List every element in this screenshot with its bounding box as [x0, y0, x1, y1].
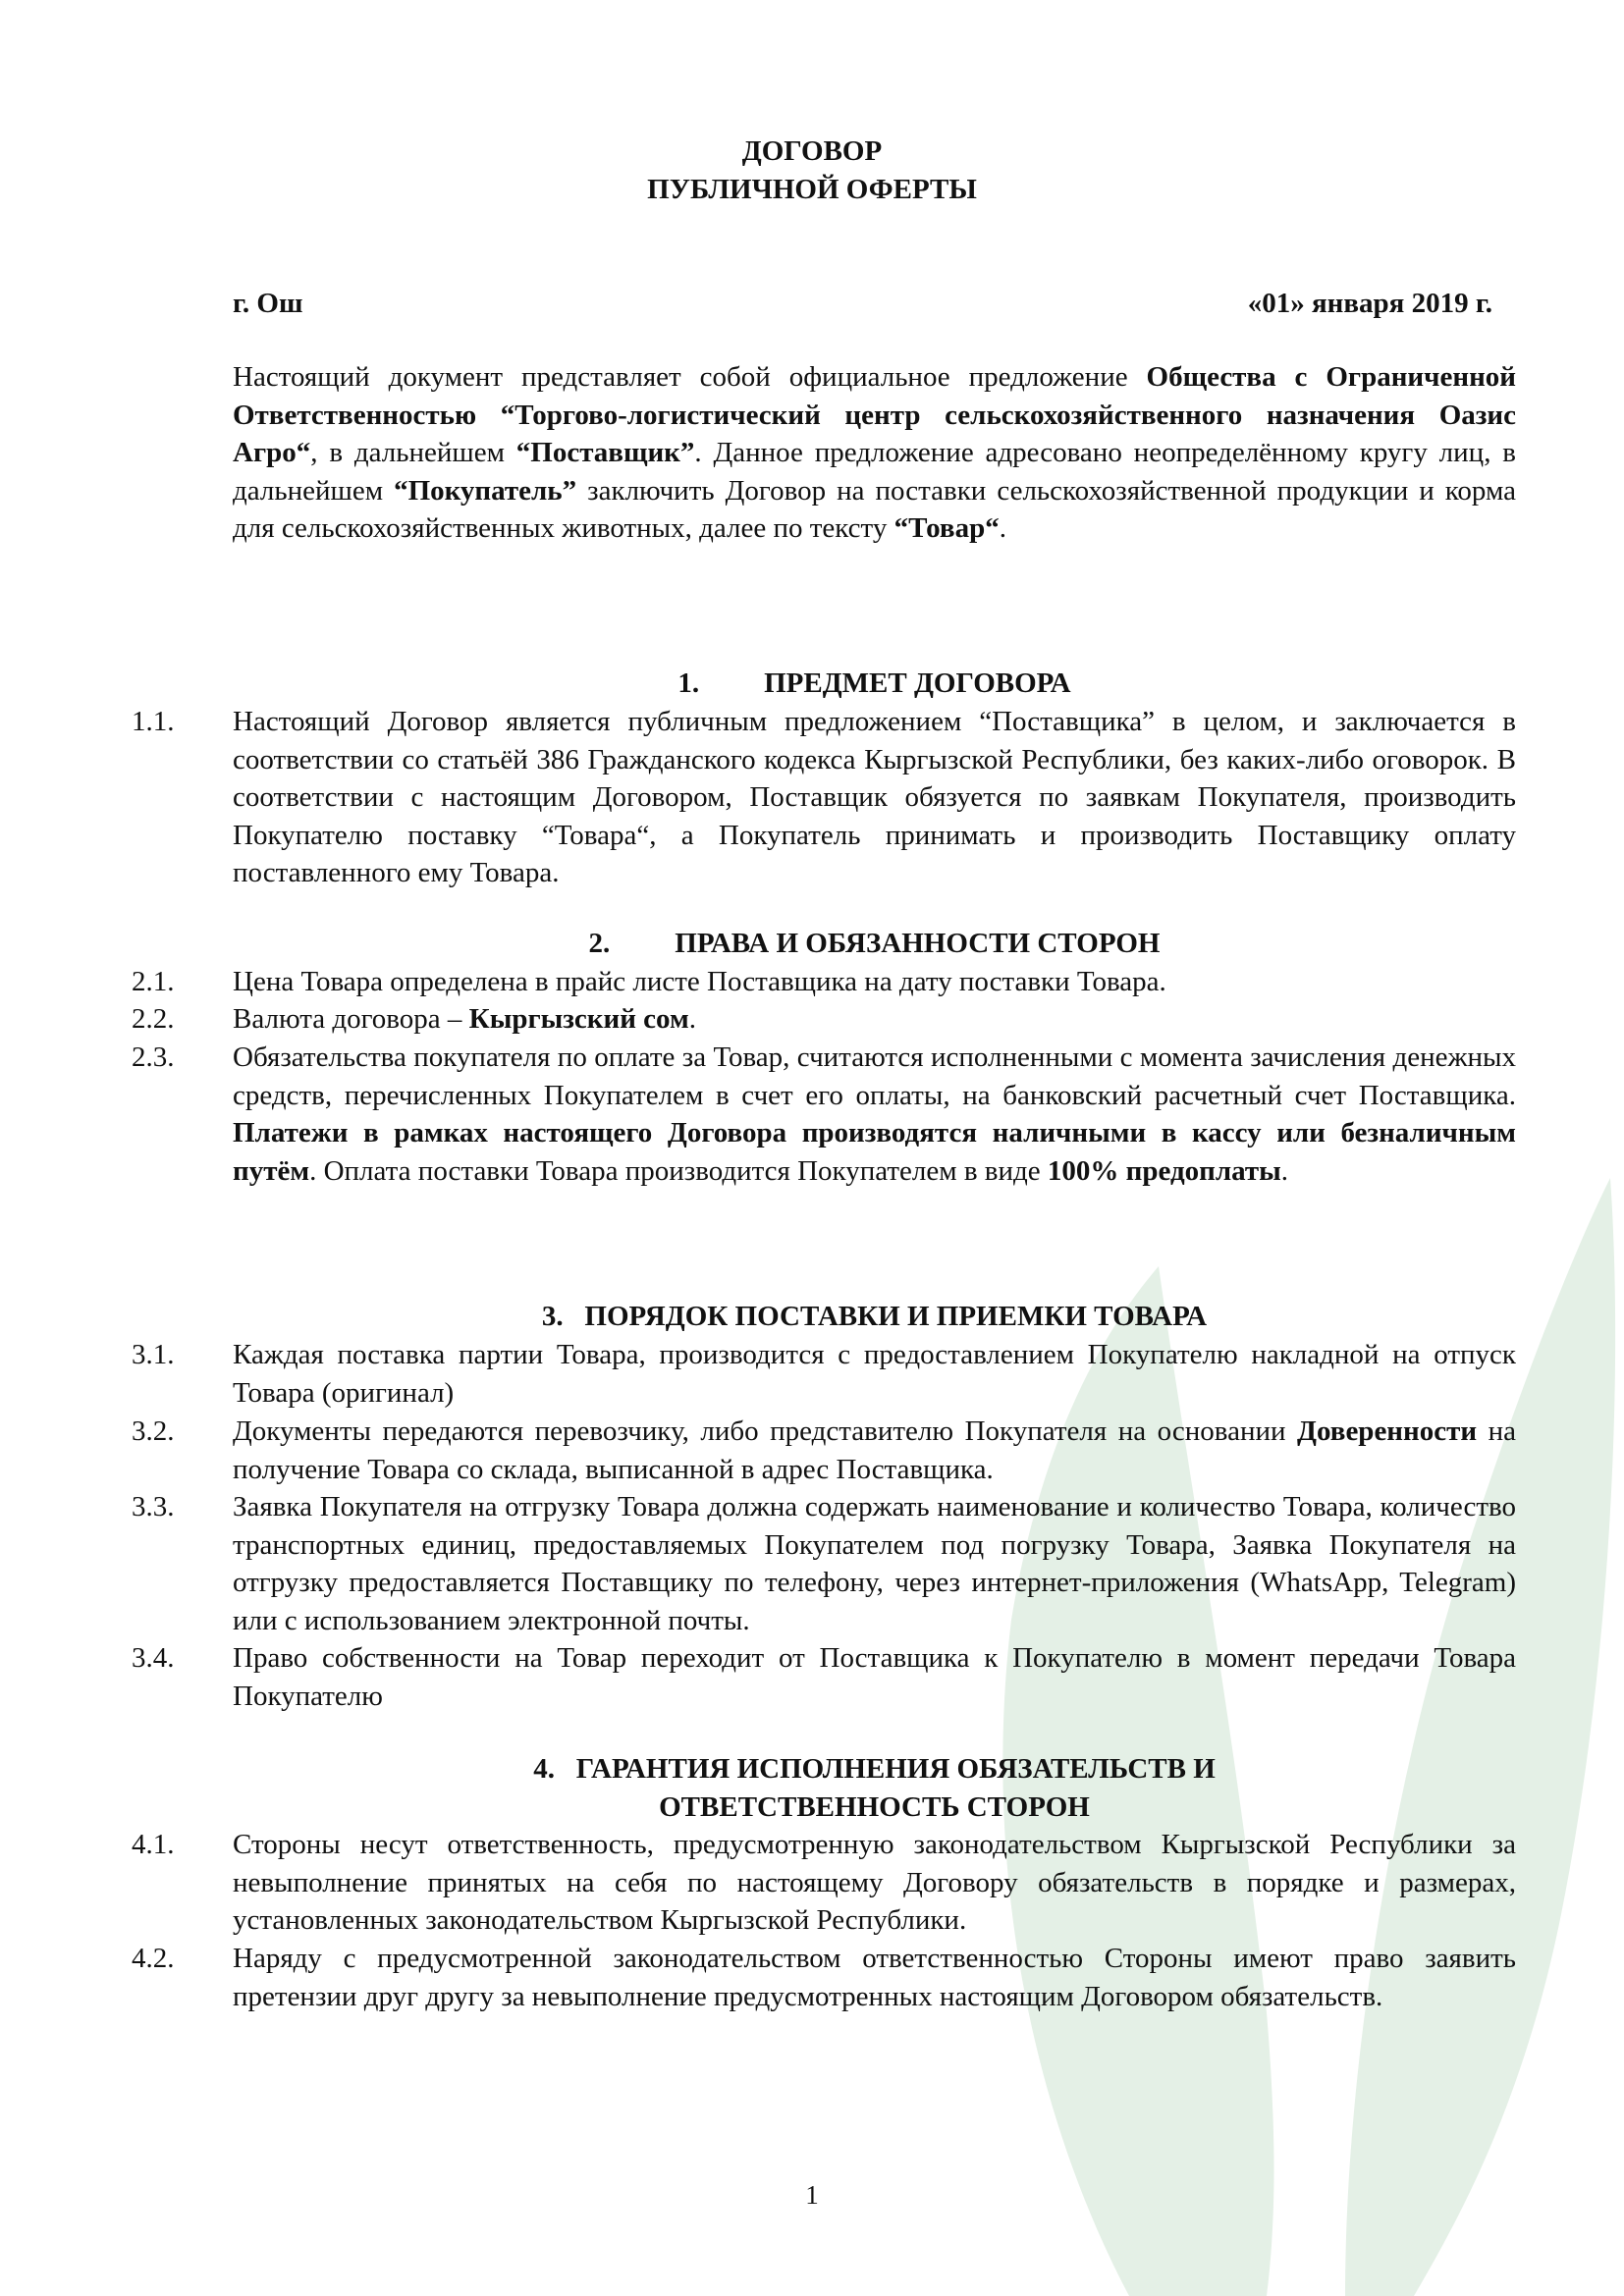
- place: г. Ош: [233, 288, 303, 319]
- item-number: 1.1.: [132, 706, 175, 737]
- clause-4-2: Наряду с предусмотренной законодательством ответственностью Стороны имеют право заявить претензии друг другу за невыполнение предусмотренных настоящим Договором обязательств.: [233, 1943, 1516, 2012]
- item-number: 4.2.: [132, 1943, 175, 1974]
- document-title-line1: ДОГОВОР: [741, 135, 883, 167]
- clause-3-1: Каждая поставка партии Товара, производится с предоставлением Покупателю накладной на отпуск Товара (оригинал): [233, 1339, 1516, 1409]
- date: «01» января 2019 г.: [1247, 288, 1492, 319]
- section-2-heading: 2. ПРАВА И ОБЯЗАННОСТИ СТОРОН: [588, 928, 1161, 959]
- page-number: 1: [805, 2180, 819, 2210]
- clause-1-1: Настоящий Договор является публичным предложением “Поставщика” в целом, и заключается в соответствии со статьёй 386 Гражданского кодекса Кыргызской Республики, без каких-либо оговорок. В соответствии с настоящим Договором, Поставщик обязуется по заявкам Покупателя, производить Покупателю поставку “Товара“, а Покупатель принимать и производить Поставщику оплату поставленного ему Товара.: [233, 706, 1516, 888]
- section-3-heading: 3. ПОРЯДОК ПОСТАВКИ И ПРИЕМКИ ТОВАРА: [541, 1301, 1208, 1332]
- document-title-line2: ПУБЛИЧНОЙ ОФЕРТЫ: [647, 174, 977, 205]
- item-number: 3.4.: [132, 1642, 175, 1674]
- clause-2-2: Валюта договора – Кыргызский сом.: [233, 1003, 697, 1035]
- item-number: 3.1.: [132, 1339, 175, 1370]
- intro-paragraph: Настоящий документ представляет собой официальное предложение Общества с Ограниченной Ответственностью “Торгово-логистический центр сельскохозяйственного назначения Оазис Агро“, в дальнейшем “Поставщик”. Данное предложение адресовано неопределённому кругу лиц, в дальнейшем “Покупатель” заключить Договор на поставки сельскохозяйственной продукции и корма для сельскохозяйственных животных, далее по тексту “Товар“.: [233, 361, 1517, 544]
- item-number: 3.3.: [132, 1491, 175, 1522]
- item-number: 2.3.: [132, 1041, 175, 1073]
- clause-2-1: Цена Товара определена в прайс листе Поставщика на дату поставки Товара.: [233, 966, 1166, 997]
- item-number: 2.1.: [132, 966, 175, 997]
- clause-2-3: Обязательства покупателя по оплате за Товар, считаются исполненными с момента зачисления денежных средств, перечисленных Покупателем в счет его оплаты, на банковский расчетный счет Поставщика. Платежи в рамках настоящего Договора производятся наличными в кассу или безналичным путём. Оплата поставки Товара производится Покупателем в виде 100% предоплаты.: [233, 1041, 1516, 1187]
- clause-3-4: Право собственности на Товар переходит от Поставщика к Покупателю в момент передачи Товара Покупателю: [233, 1642, 1516, 1712]
- item-number: 3.2.: [132, 1415, 175, 1447]
- section-4-heading-line2: ОТВЕТСТВЕННОСТЬ СТОРОН: [659, 1791, 1090, 1823]
- clause-4-1: Стороны несут ответственность, предусмотренную законодательством Кыргызской Республики за невыполнение принятых на себя по настоящему Договору обязательств в порядке и размерах, установленных законодательством Кыргызской Республики.: [233, 1829, 1516, 1936]
- item-number: 4.1.: [132, 1829, 175, 1860]
- section-4-heading-line1: 4. ГАРАНТИЯ ИСПОЛНЕНИЯ ОБЯЗАТЕЛЬСТВ И: [533, 1753, 1216, 1785]
- section-1-heading: 1. ПРЕДМЕТ ДОГОВОРА: [677, 667, 1071, 699]
- clause-3-2: Документы передаются перевозчику, либо представителю Покупателя на основании Доверенности на получение Товара со склада, выписанной в адрес Поставщика.: [233, 1415, 1516, 1485]
- clause-3-3: Заявка Покупателя на отгрузку Товара должна содержать наименование и количество Товара, количество транспортных единиц, предоставляемых Покупателем под погрузку Товара, Заявка Покупателя на отгрузку предоставляется Поставщику по телефону, через интернет-приложения (WhatsApp, Telegram) или с использованием электронной почты.: [233, 1491, 1516, 1636]
- item-number: 2.2.: [132, 1003, 175, 1035]
